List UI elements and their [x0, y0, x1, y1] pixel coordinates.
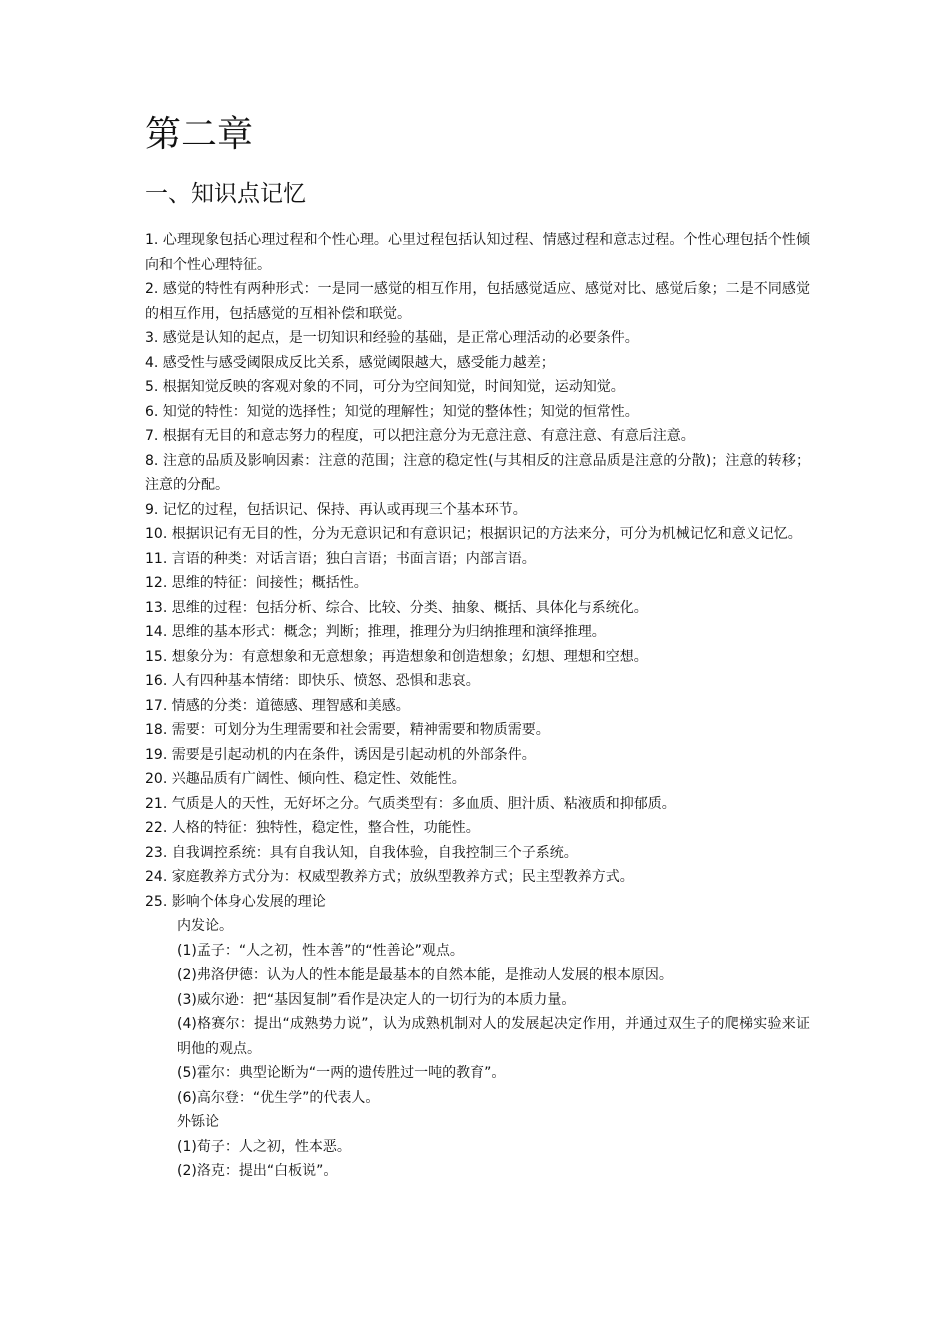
section-heading: 一、知识点记忆 — [145, 181, 306, 207]
list-item: 9. 记忆的过程，包括识记、保持、再认或再现三个基本环节。 — [145, 501, 527, 518]
list-item: 17. 情感的分类：道德感、理智感和美感。 — [145, 697, 410, 714]
chapter-title: 第二章 — [145, 114, 254, 155]
list-item: 23. 自我调控系统：具有自我认知，自我体验，自我控制三个子系统。 — [145, 844, 578, 861]
list-item: 16. 人有四种基本情绪：即快乐、愤怒、恐惧和悲哀。 — [145, 673, 480, 689]
list-item: 24. 家庭教养方式分为：权威型教养方式；放纵型教养方式；民主型教养方式。 — [145, 869, 634, 885]
sub-heading-exogenous: 外铄论 — [177, 1114, 219, 1130]
list-item: 15. 想象分为：有意想象和无意想象；再造想象和创造想象；幻想、理想和空想。 — [145, 648, 648, 665]
sub-item: (6)高尔登：“优生学”的代表人。 — [177, 1089, 380, 1106]
sub-item: (2)洛克：提出“白板说”。 — [177, 1163, 338, 1179]
list-item: 14. 思维的基本形式：概念；判断；推理，推理分为归纳推理和演绎推理。 — [145, 624, 606, 640]
list-item: 4. 感受性与感受阈限成反比关系，感觉阈限越大，感受能力越差； — [145, 354, 555, 371]
list-item: 1. 心理现象包括心理过程和个性心理。心里过程包括认知过程、情感过程和意志过程。个性心理包括个性倾向和个性心理特征。 — [145, 232, 810, 273]
list-item: 12. 思维的特征：间接性；概括性。 — [145, 575, 368, 591]
sub-item: (5)霍尔：典型论断为“一两的遗传胜过一吨的教育”。 — [177, 1065, 506, 1081]
list-item: 2. 感觉的特性有两种形式：一是同一感觉的相互作用，包括感觉适应、感觉对比、感觉后象；二是不同感觉的相互作用，包括感觉的互相补偿和联觉。 — [145, 281, 810, 322]
list-item: 11. 言语的种类：对话言语；独白言语；书面言语；内部言语。 — [145, 550, 536, 567]
theory-sublist — [145, 914, 810, 1184]
list-item: 19. 需要是引起动机的内在条件，诱因是引起动机的外部条件。 — [145, 746, 536, 763]
sub-heading-endogenous: 内发论。 — [177, 918, 233, 934]
list-item: 10. 根据识记有无目的性，分为无意识记和有意识记；根据识记的方法来分，可分为机械记忆和意义记忆。 — [145, 526, 802, 542]
list-item: 13. 思维的过程：包括分析、综合、比较、分类、抽象、概括、具体化与系统化。 — [145, 599, 648, 616]
sub-item: (2)弗洛伊德：认为人的性本能是最基本的自然本能，是推动人发展的根本原因。 — [177, 967, 673, 983]
sub-item: (1)孟子：“人之初，性本善”的“性善论”观点。 — [177, 942, 464, 959]
list-item: 7. 根据有无目的和意志努力的程度，可以把注意分为无意注意、有意注意、有意后注意。 — [145, 428, 695, 444]
list-item: 3. 感觉是认知的起点，是一切知识和经验的基础，是正常心理活动的必要条件。 — [145, 330, 639, 346]
list-item: 21. 气质是人的天性，无好坏之分。气质类型有：多血质、胆汁质、粘液质和抑郁质。 — [145, 795, 676, 812]
list-item: 25. 影响个体身心发展的理论 — [145, 893, 326, 910]
list-item: 8. 注意的品质及影响因素：注意的范围；注意的稳定性(与其相反的注意品质是注意的分散)；注意的转移；注意的分配。 — [145, 452, 810, 493]
list-item: 20. 兴趣品质有广阔性、倾向性、稳定性、效能性。 — [145, 771, 466, 787]
sub-item: (3)威尔逊：把“基因复制”看作是决定人的一切行为的本质力量。 — [177, 991, 576, 1008]
knowledge-list — [145, 228, 810, 1184]
list-item: 5. 根据知觉反映的客观对象的不同，可分为空间知觉，时间知觉，运动知觉。 — [145, 379, 625, 395]
list-item: 18. 需要：可划分为生理需要和社会需要，精神需要和物质需要。 — [145, 722, 550, 738]
sub-item: (1)荀子：人之初，性本恶。 — [177, 1138, 351, 1155]
list-item: 22. 人格的特征：独特性，稳定性，整合性，功能性。 — [145, 820, 480, 836]
list-item: 6. 知觉的特性：知觉的选择性；知觉的理解性；知觉的整体性；知觉的恒常性。 — [145, 403, 639, 420]
sub-item: (4)格赛尔：提出“成熟势力说”，认为成熟机制对人的发展起决定作用，并通过双生子的爬梯实验来证明他的观点。 — [177, 1016, 810, 1057]
